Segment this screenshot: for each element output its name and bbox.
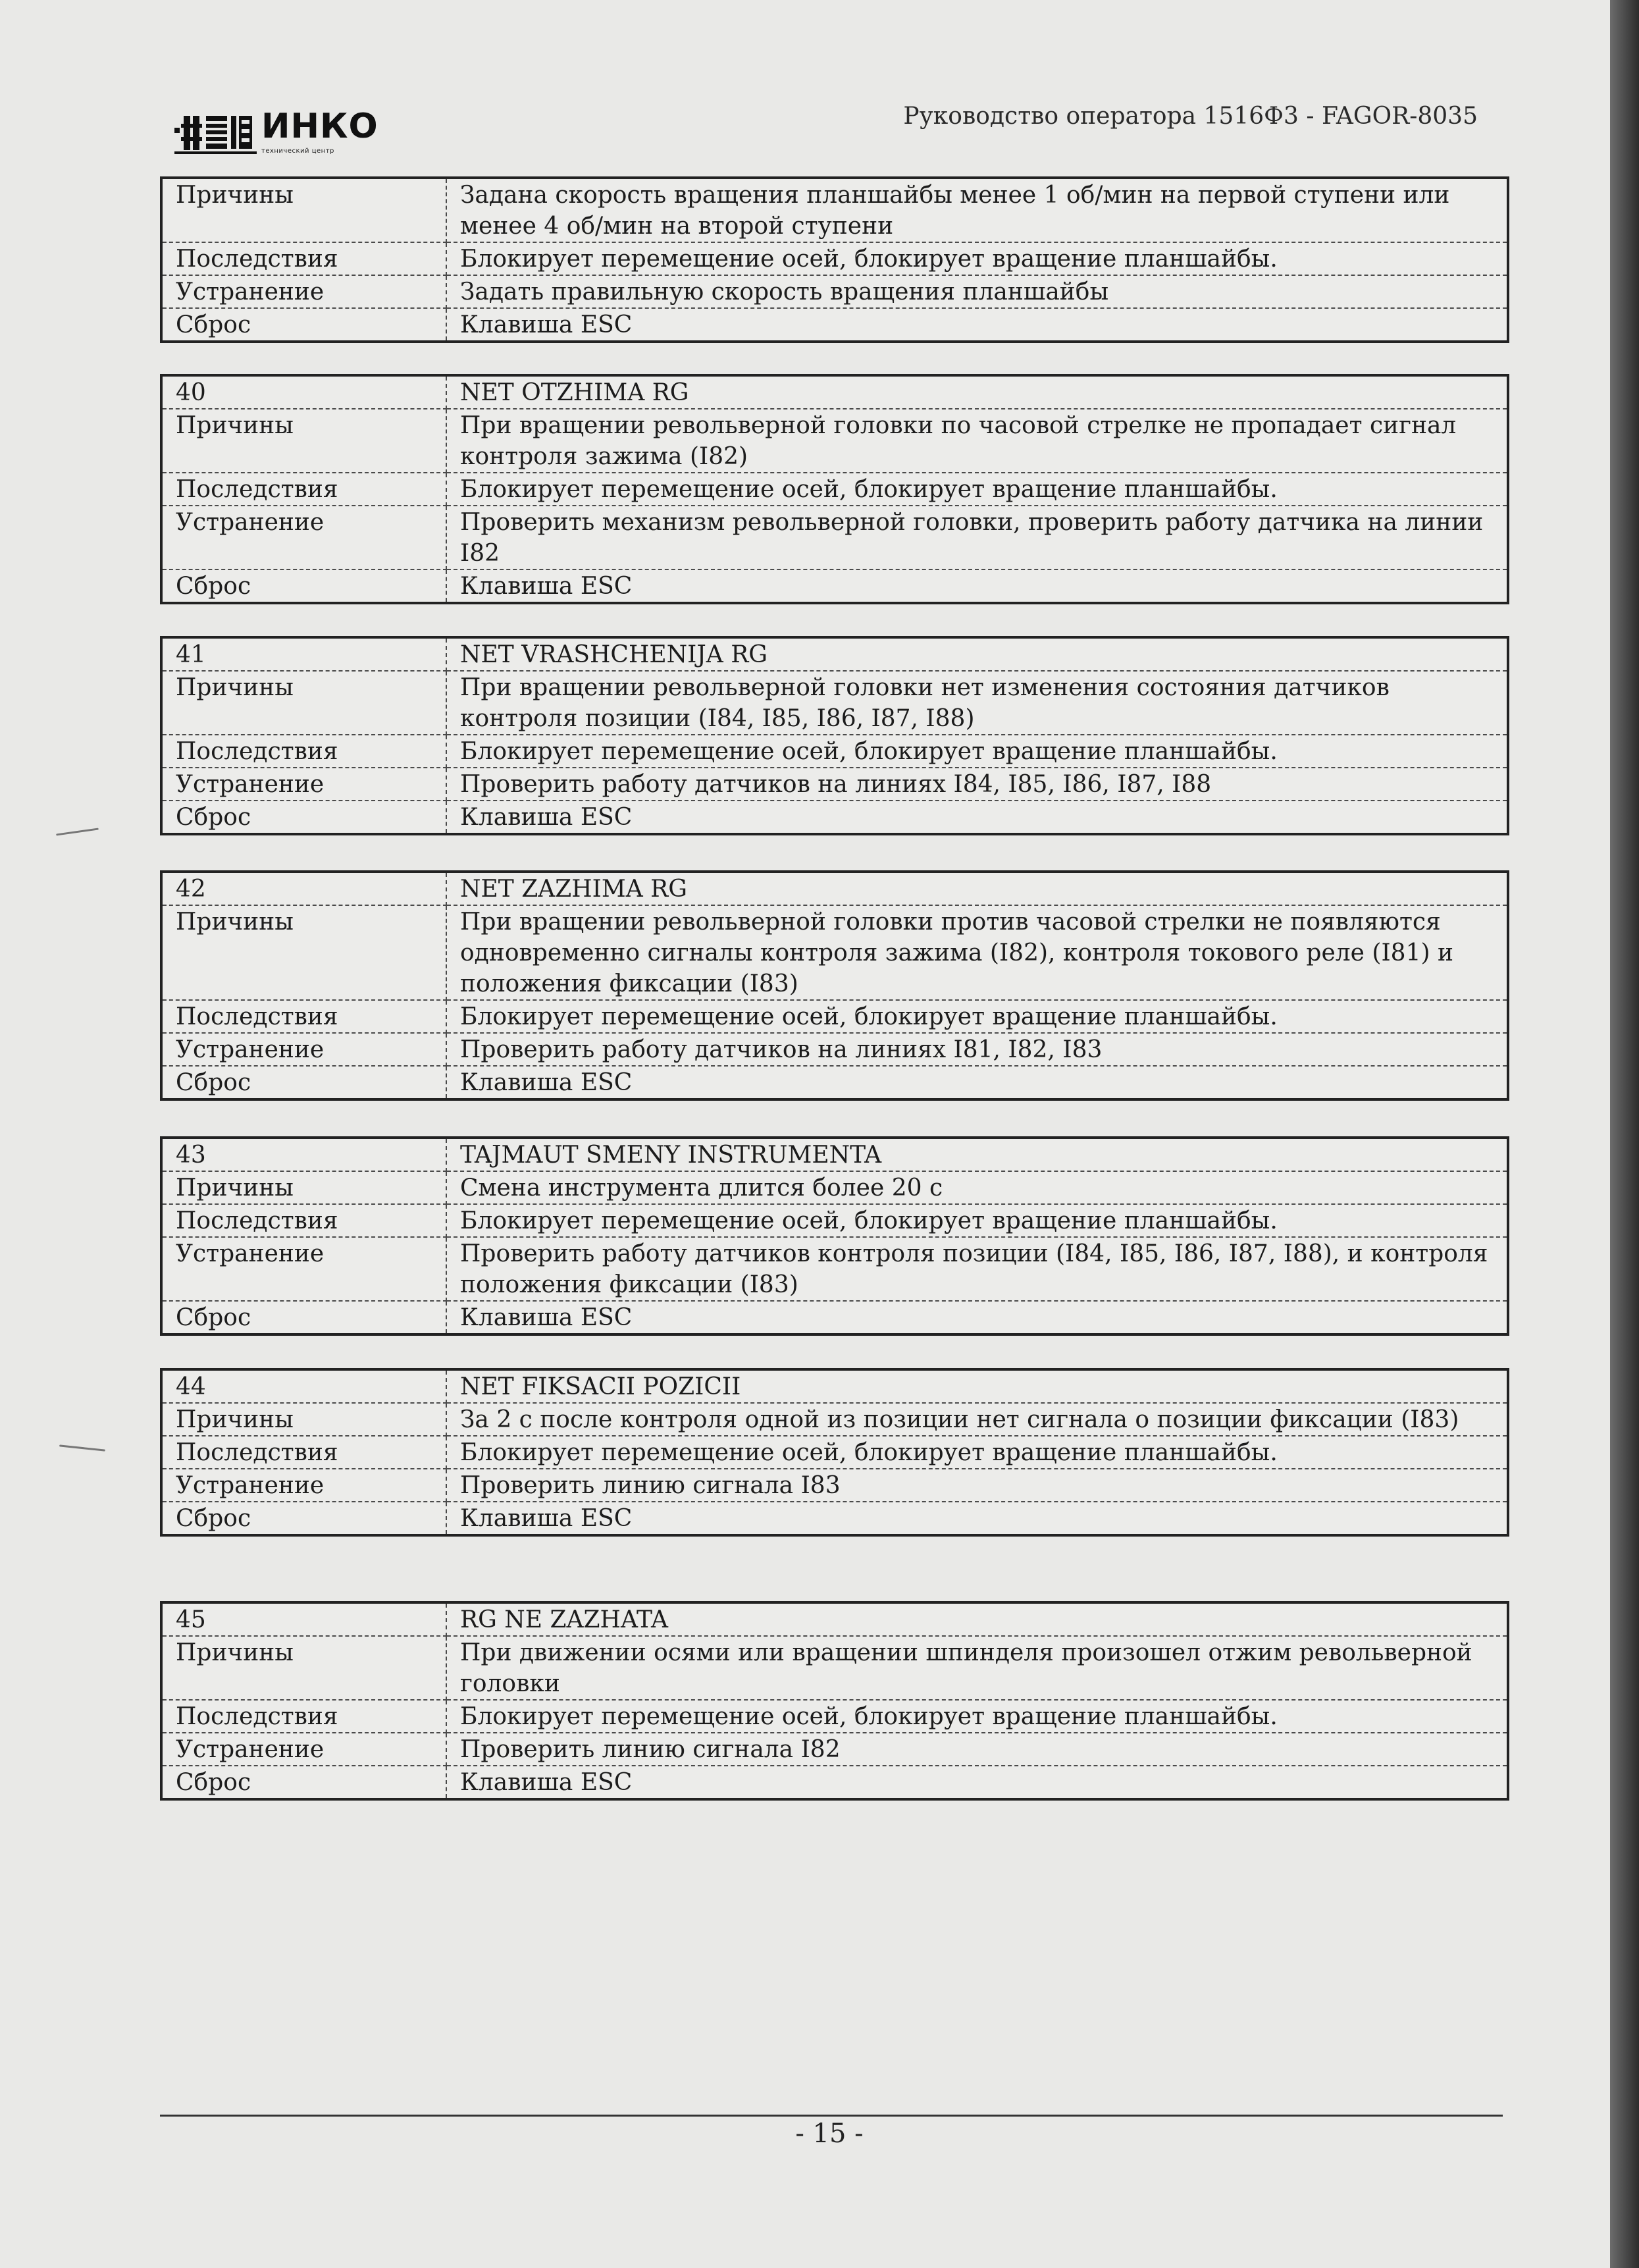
row-value: Клавиша ESC	[460, 1769, 633, 1796]
table-row	[161, 1369, 1508, 1403]
table-row	[161, 473, 1508, 506]
row-value: При движении осями или вращении шпинделя произошел отжим револьверной головки	[446, 1636, 1508, 1700]
row-value: Клавиша ESC	[460, 1505, 633, 1532]
table-row	[161, 768, 1508, 801]
row-label: Последствия	[161, 735, 446, 768]
table-row	[161, 1766, 1508, 1799]
error-code: 44	[161, 1369, 446, 1403]
company-logo	[174, 107, 411, 160]
table-row	[161, 569, 1508, 603]
row-label: Причины	[161, 1636, 446, 1700]
error-table	[160, 1601, 1509, 1801]
table-row	[161, 1301, 1508, 1334]
error-table	[160, 1136, 1509, 1336]
table-row	[161, 1033, 1508, 1066]
table-row	[161, 1733, 1508, 1766]
row-value: Проверить механизм револьверной головки, проверить работу датчика на линии I82	[446, 506, 1508, 569]
row-label: Последствия	[161, 1700, 446, 1733]
row-label: Устранение	[161, 506, 446, 569]
scan-mark	[59, 1444, 105, 1451]
row-value: Блокирует перемещение осей, блокирует вращение планшайбы.	[446, 242, 1508, 275]
row-label: Последствия	[161, 1204, 446, 1237]
row-value: Проверить работу датчиков на линиях I84, I85, I86, I87, I88	[446, 768, 1508, 801]
row-value: Блокирует перемещение осей, блокирует вращение планшайбы.	[446, 1436, 1508, 1469]
error-name: NET OTZHIMA RG	[446, 375, 1508, 409]
error-code: 41	[161, 637, 446, 671]
error-name: NET ZAZHIMA RG	[446, 872, 1508, 905]
row-value: Блокирует перемещение осей, блокирует вращение планшайбы.	[446, 1000, 1508, 1033]
table-row	[161, 1502, 1508, 1535]
row-value: Смена инструмента длится более 20 с	[446, 1171, 1508, 1204]
error-table	[160, 176, 1509, 343]
table-row	[161, 1700, 1508, 1733]
row-label: Устранение	[161, 1237, 446, 1301]
row-value: Проверить линию сигнала I83	[446, 1469, 1508, 1502]
row-value: Проверить линию сигнала I82	[446, 1733, 1508, 1766]
table-row	[161, 905, 1508, 1000]
row-value: Блокирует перемещение осей, блокирует вращение планшайбы.	[446, 1204, 1508, 1237]
row-label: Устранение	[161, 275, 446, 308]
row-label: Сброс	[161, 1301, 446, 1334]
table-row	[161, 308, 1508, 342]
row-value: За 2 с после контроля одной из позиции нет сигнала о позиции фиксации (I83)	[446, 1403, 1508, 1436]
row-label: Сброс	[161, 801, 446, 834]
row-label: Причины	[161, 905, 446, 1000]
row-value: Клавиша ESC	[460, 804, 633, 831]
error-code: 42	[161, 872, 446, 905]
error-code: 45	[161, 1602, 446, 1636]
row-label: Причины	[161, 1403, 446, 1436]
error-name: RG NE ZAZHATA	[446, 1602, 1508, 1636]
error-table	[160, 636, 1509, 835]
logo-subtitle: технический центр	[261, 147, 334, 155]
table-row	[161, 801, 1508, 834]
row-label: Сброс	[161, 1766, 446, 1799]
row-value: При вращении револьверной головки нет изменения состояния датчиков контроля позиции (I84, I85, I86, I87, I88)	[446, 671, 1508, 735]
table-row	[161, 506, 1508, 569]
row-label: Причины	[161, 1171, 446, 1204]
row-value: Блокирует перемещение осей, блокирует вращение планшайбы.	[446, 473, 1508, 506]
footer-divider	[160, 2115, 1503, 2117]
row-value: Блокирует перемещение осей, блокирует вращение планшайбы.	[446, 1700, 1508, 1733]
table-row	[161, 1403, 1508, 1436]
table-row	[161, 409, 1508, 473]
row-label: Устранение	[161, 768, 446, 801]
row-label: Сброс	[161, 308, 446, 342]
error-table	[160, 870, 1509, 1101]
row-label: Причины	[161, 409, 446, 473]
row-label: Причины	[161, 671, 446, 735]
error-code: 40	[161, 375, 446, 409]
page-number: - 15 -	[795, 2119, 864, 2149]
page-header	[161, 99, 1478, 165]
row-label: Устранение	[161, 1733, 446, 1766]
row-value: Блокирует перемещение осей, блокирует вращение планшайбы.	[446, 735, 1508, 768]
row-label: Устранение	[161, 1033, 446, 1066]
table-row	[161, 242, 1508, 275]
scan-edge-shadow	[1610, 0, 1639, 2268]
row-label: Устранение	[161, 1469, 446, 1502]
table-row	[161, 1469, 1508, 1502]
table-row	[161, 1602, 1508, 1636]
error-table	[160, 374, 1509, 604]
row-value: Клавиша ESC	[460, 311, 633, 338]
table-row	[161, 1237, 1508, 1301]
row-value: Задать правильную скорость вращения планшайбы	[446, 275, 1508, 308]
table-row	[161, 178, 1508, 242]
error-name: NET FIKSACII POZICII	[446, 1369, 1508, 1403]
document-title: Руководство оператора 1516Ф3 - FAGOR-8035	[903, 103, 1478, 130]
logo-text: ИНКО	[261, 107, 378, 146]
table-row	[161, 1636, 1508, 1700]
table-row	[161, 872, 1508, 905]
error-table	[160, 1368, 1509, 1537]
table-row	[161, 275, 1508, 308]
table-row	[161, 1436, 1508, 1469]
row-label: Последствия	[161, 1436, 446, 1469]
error-name: TAJMAUT SMENY INSTRUMENTA	[446, 1138, 1508, 1171]
table-row	[161, 735, 1508, 768]
table-row	[161, 1066, 1508, 1099]
row-value: При вращении револьверной головки против часовой стрелки не появляются одновременно сигналы контроля зажима (I82), контроля токового реле (I81) и положения фиксации (I83)	[446, 905, 1508, 1000]
row-label: Сброс	[161, 569, 446, 603]
row-label: Сброс	[161, 1066, 446, 1099]
row-value: Проверить работу датчиков контроля позиции (I84, I85, I86, I87, I88), и контроля положения фиксации (I83)	[446, 1237, 1508, 1301]
error-code: 43	[161, 1138, 446, 1171]
row-value: Задана скорость вращения планшайбы менее 1 об/мин на первой ступени или менее 4 об/мин на второй ступени	[446, 178, 1508, 242]
table-row	[161, 1204, 1508, 1237]
error-name: NET VRASHCHENIJA RG	[446, 637, 1508, 671]
table-row	[161, 1171, 1508, 1204]
table-row	[161, 637, 1508, 671]
table-row	[161, 375, 1508, 409]
scan-mark	[56, 828, 99, 835]
row-value: При вращении револьверной головки по часовой стрелке не пропадает сигнал контроля зажима (I82)	[446, 409, 1508, 473]
row-value: Клавиша ESC	[460, 1069, 633, 1096]
row-value: Клавиша ESC	[460, 573, 633, 600]
logo-mark-icon	[174, 111, 257, 157]
row-label: Сброс	[161, 1502, 446, 1535]
row-value: Проверить работу датчиков на линиях I81, I82, I83	[446, 1033, 1508, 1066]
row-label: Последствия	[161, 242, 446, 275]
table-row	[161, 1000, 1508, 1033]
row-label: Причины	[161, 178, 446, 242]
row-value: Клавиша ESC	[460, 1304, 633, 1331]
table-row	[161, 671, 1508, 735]
row-label: Последствия	[161, 1000, 446, 1033]
table-row	[161, 1138, 1508, 1171]
row-label: Последствия	[161, 473, 446, 506]
